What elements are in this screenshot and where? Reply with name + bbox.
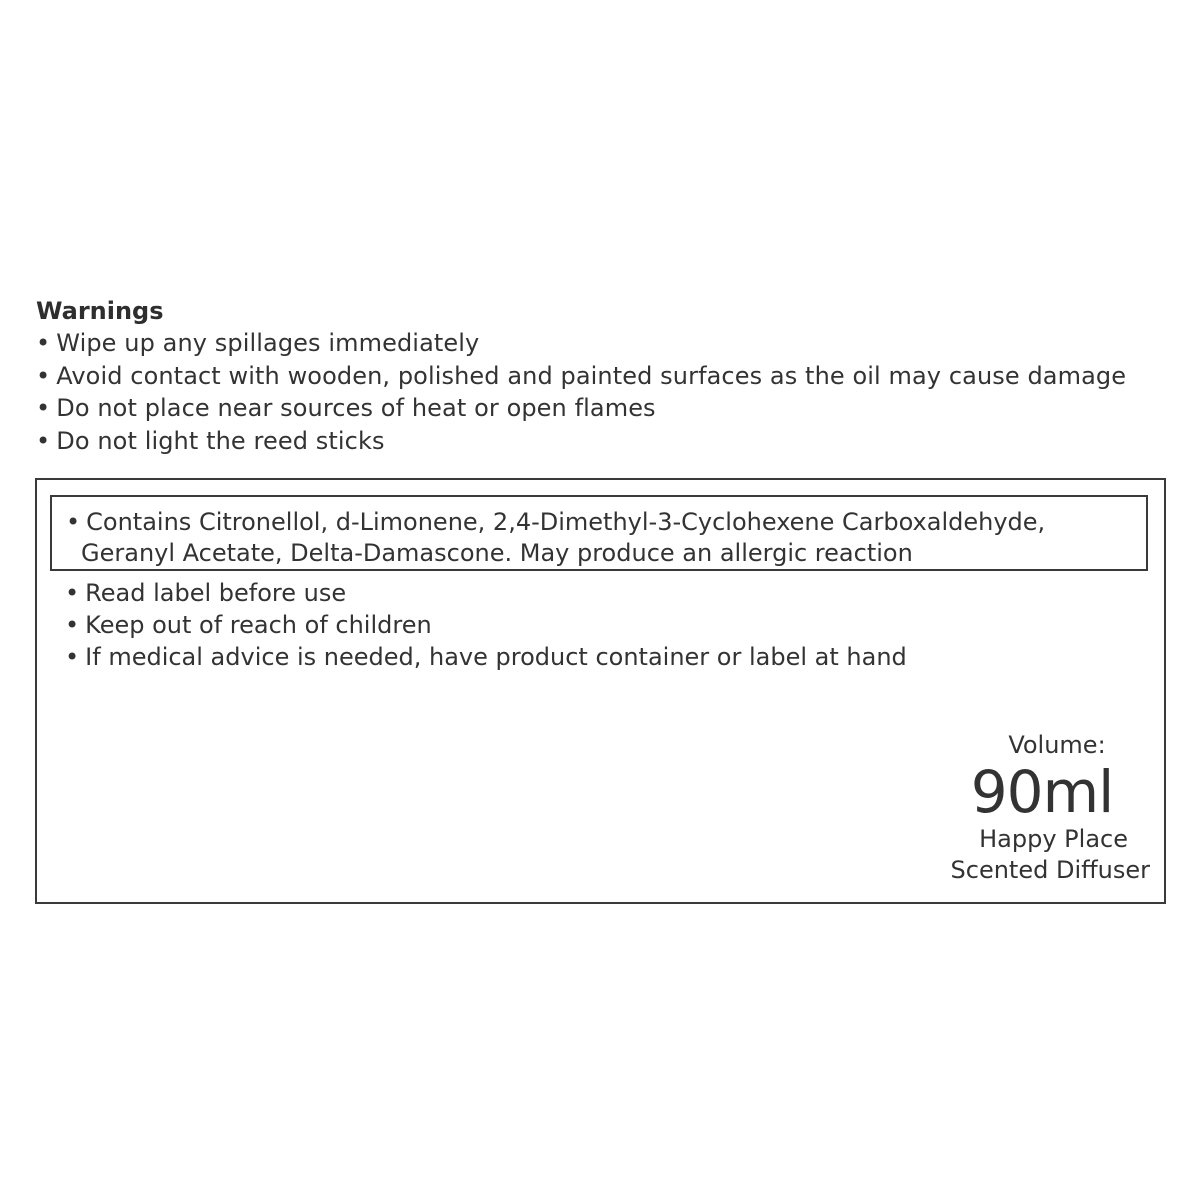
allergen-notice-box <box>50 495 1148 571</box>
bullet-icon: • <box>65 643 80 671</box>
warning-item <box>36 327 1166 360</box>
precaution-item-text: If medical advice is needed, have product container or label at hand <box>85 643 907 671</box>
bullet-icon: • <box>65 611 80 639</box>
precaution-item <box>65 609 907 641</box>
product-name-line-2: Scented Diffuser <box>950 856 1150 884</box>
allergen-line-2: Geranyl Acetate, Delta-Damascone. May produce an allergic reaction <box>81 539 913 567</box>
safety-label-box <box>35 478 1166 904</box>
warning-item <box>36 425 1166 458</box>
bullet-icon: • <box>36 426 51 455</box>
warning-item-text: Do not light the reed sticks <box>56 426 385 455</box>
warning-item-text: Wipe up any spillages immediately <box>56 329 480 357</box>
product-name <box>930 824 1150 886</box>
precaution-item <box>65 577 907 609</box>
bullet-icon: • <box>65 579 80 607</box>
volume-label: Volume: <box>1008 731 1106 759</box>
warning-item <box>36 360 1166 393</box>
precaution-item-text: Read label before use <box>85 579 347 607</box>
precaution-item-text: Keep out of reach of children <box>85 611 432 639</box>
allergen-line-1 <box>66 507 1106 538</box>
warnings-section <box>36 295 1166 457</box>
bullet-icon: • <box>66 508 81 536</box>
precaution-item <box>65 641 907 673</box>
precautions-list <box>65 577 907 673</box>
warning-item <box>36 392 1166 425</box>
product-name-line-1: Happy Place <box>979 825 1128 853</box>
bullet-icon: • <box>36 361 51 390</box>
warnings-list <box>36 327 1166 457</box>
warning-item-text: Do not place near sources of heat or open flames <box>56 394 656 422</box>
allergen-notice <box>66 507 1106 569</box>
bullet-icon: • <box>36 329 51 357</box>
warning-item-text: Avoid contact with wooden, polished and painted surfaces as the oil may cause damage <box>56 361 1127 390</box>
bullet-icon: • <box>36 394 51 422</box>
warnings-title: Warnings <box>36 297 164 325</box>
volume-block <box>930 730 1150 886</box>
allergen-line-1-text: Contains Citronellol, d-Limonene, 2,4-Dimethyl-3-Cyclohexene Carboxaldehyde, <box>86 508 1046 536</box>
volume-value: 90ml <box>970 758 1114 826</box>
